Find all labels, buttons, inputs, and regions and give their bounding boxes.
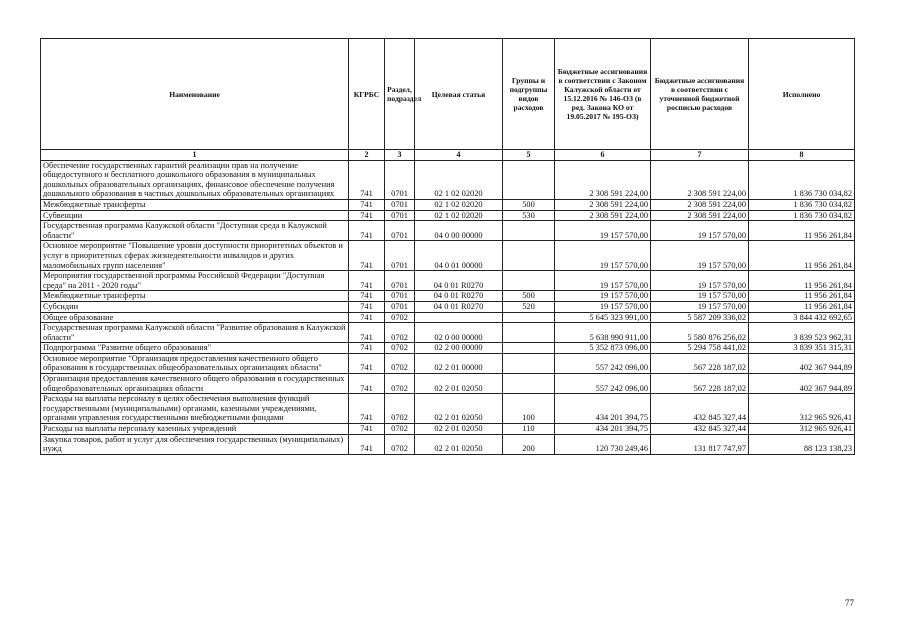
table-row [41,374,855,394]
page-number: 77 [845,598,854,608]
row-kgrbs: 741 [349,323,385,343]
row-budget-refined: 5 580 876 256,02 [651,323,749,343]
row-budget-law: 5 638 990 911,00 [555,323,651,343]
row-group [503,271,555,291]
row-budget-law: 5 352 873 096,00 [555,343,651,354]
row-budget-law: 19 157 570,00 [555,301,651,312]
row-name: Обеспечение государственных гарантий реализации прав на получение общедоступного и бесплатного дошкольного образования в муниципальных дошкольных образовательных организациях, финансовое обеспечение получения дошкольного образования в частных дошкольных образовательных организациях [41,160,349,199]
table-row [41,353,855,373]
row-budget-law: 557 242 096,00 [555,353,651,373]
table-row [41,210,855,221]
row-executed: 3 844 432 692,65 [749,312,855,323]
row-budget-refined: 19 157 570,00 [651,301,749,312]
row-name: Субвенции [41,210,349,221]
row-kgrbs: 741 [349,210,385,221]
row-budget-refined: 19 157 570,00 [651,291,749,302]
row-kgrbs: 741 [349,199,385,210]
row-group: 520 [503,301,555,312]
row-kgrbs: 741 [349,301,385,312]
row-name: Мероприятия государственной программы Российской Федерации "Доступная среда" на 2011 - 2020 годы" [41,271,349,291]
row-kgrbs: 741 [349,312,385,323]
row-budget-refined: 19 157 570,00 [651,271,749,291]
row-executed: 402 367 944,89 [749,353,855,373]
header-kgrbs: КГРБС [349,39,385,150]
table-row [41,221,855,241]
table-row [41,343,855,354]
row-executed: 88 123 138,23 [749,434,855,454]
row-target: 04 0 01 R0270 [415,291,503,302]
column-number: 3 [385,150,415,161]
row-executed: 3 839 523 962,31 [749,323,855,343]
budget-table [40,38,855,455]
row-executed: 1 836 730 034,82 [749,160,855,199]
row-executed: 11 956 261,84 [749,221,855,241]
row-target [415,312,503,323]
row-budget-law: 2 308 591 224,00 [555,210,651,221]
row-budget-refined: 2 308 591 224,00 [651,199,749,210]
row-executed: 312 965 926,41 [749,394,855,424]
row-budget-law: 2 308 591 224,00 [555,160,651,199]
row-group [503,241,555,271]
table-row [41,291,855,302]
row-name: Общее образование [41,312,349,323]
row-razdel: 0702 [385,394,415,424]
row-group [503,221,555,241]
row-budget-refined: 567 228 187,02 [651,374,749,394]
table-row [41,160,855,199]
column-number: 1 [41,150,349,161]
row-razdel: 0701 [385,291,415,302]
header-name: Наименование [41,39,349,150]
column-number: 7 [651,150,749,161]
row-executed: 1 836 730 034,82 [749,199,855,210]
row-kgrbs: 741 [349,343,385,354]
row-kgrbs: 741 [349,353,385,373]
row-budget-law: 120 730 249,46 [555,434,651,454]
row-target: 02 1 02 02020 [415,160,503,199]
row-name: Межбюджетные трансферты [41,291,349,302]
row-razdel: 0702 [385,434,415,454]
row-budget-refined: 19 157 570,00 [651,221,749,241]
row-razdel: 0702 [385,312,415,323]
row-razdel: 0701 [385,199,415,210]
row-target: 04 0 01 R0270 [415,301,503,312]
row-target: 02 2 01 02050 [415,424,503,435]
header-executed: Исполнено [749,39,855,150]
row-name: Расходы на выплаты персоналу казенных учреждений [41,424,349,435]
row-budget-refined: 2 308 591 224,00 [651,210,749,221]
row-executed: 11 956 261,84 [749,301,855,312]
row-budget-law: 19 157 570,00 [555,291,651,302]
table-row [41,301,855,312]
row-budget-law: 19 157 570,00 [555,271,651,291]
header-target: Целевая статья [415,39,503,150]
row-name: Расходы на выплаты персоналу в целях обеспечения выполнения функций государственными (муниципальными) органами, казенными учреждениями, органами управления государственными внебюджетными фондами [41,394,349,424]
row-razdel: 0701 [385,221,415,241]
table-row [41,434,855,454]
row-target: 02 2 00 00000 [415,343,503,354]
row-razdel: 0701 [385,160,415,199]
row-executed: 11 956 261,84 [749,241,855,271]
header-budget-refined: Бюджетные ассигнования в соответствии с уточненной бюджетной росписью расходов [651,39,749,150]
row-executed: 1 836 730 034,82 [749,210,855,221]
row-razdel: 0701 [385,241,415,271]
row-name: Государственная программа Калужской области "Доступная среда в Калужской области" [41,221,349,241]
row-budget-law: 19 157 570,00 [555,241,651,271]
row-kgrbs: 741 [349,160,385,199]
table-row [41,312,855,323]
row-budget-law: 557 242 096,00 [555,374,651,394]
row-budget-refined: 2 308 591 224,00 [651,160,749,199]
row-group [503,323,555,343]
column-number: 6 [555,150,651,161]
row-razdel: 0701 [385,301,415,312]
budget-table-container [40,38,854,455]
row-kgrbs: 741 [349,394,385,424]
row-group [503,343,555,354]
row-budget-law: 2 308 591 224,00 [555,199,651,210]
table-row [41,323,855,343]
row-group: 110 [503,424,555,435]
row-razdel: 0702 [385,374,415,394]
row-budget-law: 19 157 570,00 [555,221,651,241]
row-name: Основное мероприятие "Организация предоставления качественного общего образования в государственных общеобразовательных организациях области" [41,353,349,373]
row-razdel: 0702 [385,343,415,354]
row-target: 02 1 02 02020 [415,199,503,210]
row-target: 02 2 01 00000 [415,353,503,373]
row-target: 02 0 00 00000 [415,323,503,343]
row-executed: 402 367 944,89 [749,374,855,394]
row-razdel: 0702 [385,323,415,343]
table-row [41,241,855,271]
row-budget-law: 434 201 394,75 [555,394,651,424]
row-target: 04 0 01 R0270 [415,271,503,291]
row-razdel: 0701 [385,271,415,291]
column-number: 4 [415,150,503,161]
column-number: 8 [749,150,855,161]
table-row [41,199,855,210]
row-budget-law: 434 201 394,75 [555,424,651,435]
row-budget-refined: 432 845 327,44 [651,424,749,435]
row-group [503,312,555,323]
column-numbers-row [41,150,855,161]
row-kgrbs: 741 [349,374,385,394]
row-budget-refined: 5 587 209 336,02 [651,312,749,323]
row-group [503,353,555,373]
row-kgrbs: 741 [349,424,385,435]
row-kgrbs: 741 [349,434,385,454]
row-razdel: 0702 [385,353,415,373]
row-group: 500 [503,291,555,302]
row-kgrbs: 741 [349,241,385,271]
row-target: 02 2 01 02050 [415,374,503,394]
row-group [503,374,555,394]
row-target: 04 0 00 00000 [415,221,503,241]
row-razdel: 0702 [385,424,415,435]
header-row [41,39,855,150]
header-budget-law: Бюджетные ассигнования в соответствии с Законом Калужской области от 15.12.2016 № 146-ОЗ (в ред. Закона КО от 19.05.2017 № 195-ОЗ) [555,39,651,150]
row-group: 100 [503,394,555,424]
row-target: 02 2 01 02050 [415,434,503,454]
row-target: 02 2 01 02050 [415,394,503,424]
row-target: 04 0 01 00000 [415,241,503,271]
row-budget-refined: 567 228 187,02 [651,353,749,373]
row-name: Подпрограмма "Развитие общего образования" [41,343,349,354]
row-kgrbs: 741 [349,291,385,302]
row-name: Организация предоставления качественного общего образования в государственных общеобразовательных организациях области [41,374,349,394]
row-group: 530 [503,210,555,221]
row-group [503,160,555,199]
header-group: Группы и подгруппы видов расходов [503,39,555,150]
row-name: Субсидии [41,301,349,312]
row-target: 02 1 02 02020 [415,210,503,221]
row-budget-refined: 432 845 327,44 [651,394,749,424]
table-row [41,271,855,291]
row-kgrbs: 741 [349,271,385,291]
row-group: 500 [503,199,555,210]
row-name: Закупка товаров, работ и услуг для обеспечения государственных (муниципальных) нужд [41,434,349,454]
table-body [41,160,855,454]
row-razdel: 0701 [385,210,415,221]
row-executed: 3 839 351 315,31 [749,343,855,354]
row-kgrbs: 741 [349,221,385,241]
row-group: 200 [503,434,555,454]
row-executed: 11 956 261,84 [749,291,855,302]
row-budget-refined: 5 294 758 441,02 [651,343,749,354]
row-executed: 11 956 261,84 [749,271,855,291]
row-budget-refined: 19 157 570,00 [651,241,749,271]
row-name: Государственная программа Калужской области "Развитие образования в Калужской области" [41,323,349,343]
table-row [41,394,855,424]
table-row [41,424,855,435]
column-number: 2 [349,150,385,161]
column-number: 5 [503,150,555,161]
row-name: Основное мероприятие "Повышение уровня доступности приоритетных объектов и услуг в приоритетных сферах жизнедеятельности инвалидов и других маломобильных групп населения" [41,241,349,271]
row-budget-refined: 131 817 747,97 [651,434,749,454]
header-razdel: Раздел, подраздел [385,39,415,150]
row-executed: 312 965 926,41 [749,424,855,435]
row-budget-law: 5 645 323 991,00 [555,312,651,323]
row-name: Межбюджетные трансферты [41,199,349,210]
